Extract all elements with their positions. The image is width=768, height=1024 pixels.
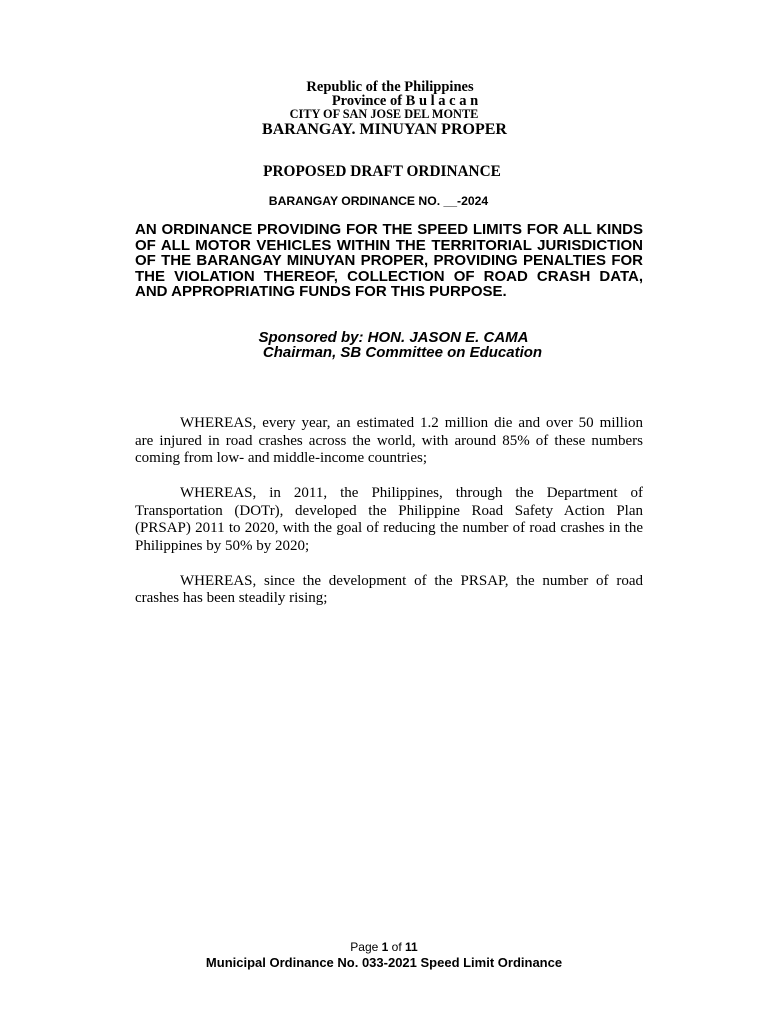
letterhead-province: Province of B u l a c a n — [331, 92, 479, 109]
ordinance-title — [135, 222, 643, 300]
page-label: Page — [350, 940, 379, 954]
clause-line: Philippines by 50% by 2020; — [135, 537, 310, 554]
title-line: AN ORDINANCE PROVIDING FOR THE SPEED LIMITS FOR ALL KINDS — [135, 221, 643, 239]
letterhead-barangay: BARANGAY. MINUYAN PROPER — [262, 121, 507, 138]
sponsor-name: Sponsored by: HON. JASON E. CAMA — [258, 328, 529, 346]
clause-line: WHEREAS, every year, an estimated 1.2 million die and over 50 million — [180, 415, 643, 432]
page-total: 11 — [405, 940, 418, 954]
draft-label: PROPOSED DRAFT ORDINANCE — [263, 163, 501, 180]
sponsor-position: Chairman, SB Committee on Education — [262, 343, 543, 361]
title-line: OF THE BARANGAY MINUYAN PROPER, PROVIDING PENALTIES FOR — [135, 252, 643, 270]
clause-line: (PRSAP) 2011 to 2020, with the goal of reducing the number of road crashes in the — [135, 520, 643, 537]
whereas-section — [135, 415, 643, 625]
title-line: OF ALL MOTOR VEHICLES WITHIN THE TERRITORIAL JURISDICTION — [135, 236, 643, 254]
ordinance-number: BARANGAY ORDINANCE NO. __-2024 — [268, 193, 489, 208]
letterhead-republic: Republic of the Philippines — [306, 78, 474, 95]
whereas-clause — [135, 573, 643, 608]
clause-line: coming from low- and middle-income countries; — [135, 450, 428, 467]
title-line: AND APPROPRIATING FUNDS FOR THIS PURPOSE. — [135, 283, 507, 301]
title-line: THE VIOLATION THEREOF, COLLECTION OF ROAD CRASH DATA, — [135, 267, 643, 285]
clause-line: are injured in road crashes across the world, with around 85% of these numbers — [135, 432, 643, 449]
letterhead-city: CITY OF SAN JOSE DEL MONTE — [289, 107, 479, 121]
footer-document-name: Municipal Ordinance No. 033-2021 Speed Limit Ordinance — [205, 955, 563, 970]
clause-line: WHEREAS, in 2011, the Philippines, through the Department of — [180, 485, 643, 502]
clause-line: crashes has been steadily rising; — [135, 590, 328, 607]
page-indicator — [0, 940, 768, 954]
whereas-clause — [135, 415, 643, 468]
page-of-label: of — [391, 940, 402, 954]
clause-line: WHEREAS, since the development of the PRSAP, the number of road — [180, 572, 643, 589]
clause-line: Transportation (DOTr), developed the Philippine Road Safety Action Plan — [135, 502, 643, 519]
whereas-clause — [135, 485, 643, 555]
page-current: 1 — [381, 940, 389, 954]
